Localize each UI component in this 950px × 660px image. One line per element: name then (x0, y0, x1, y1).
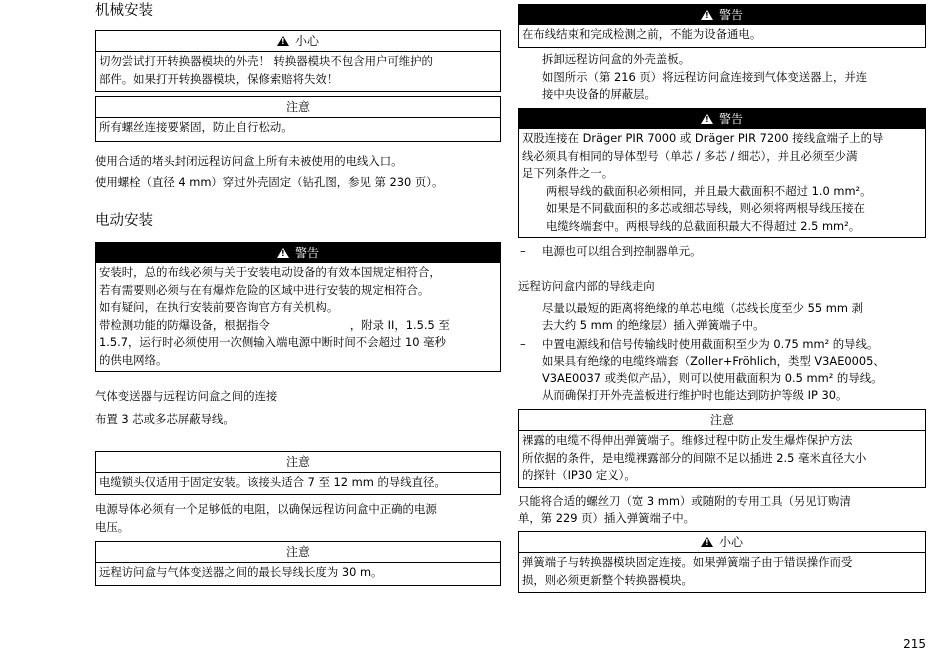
warning-triangle-icon (277, 36, 289, 46)
notice-box-3: 注意 远程访问盒与气体变送器之间的最长导线长度为 30 m。 (95, 541, 501, 586)
paragraph: 使用螺栓（直径 4 mm）穿过外壳固定（钻孔图，参见 第 230 页）。 (95, 175, 444, 189)
notice-header: 注意 (96, 97, 500, 118)
notice-header: 注意 (96, 452, 500, 473)
warning-triangle-icon (277, 248, 289, 258)
caution-box-2 (518, 531, 926, 593)
paragraph: 电源导体必须有一个足够低的电阻，以确保远程访问盒中正确的电源 (95, 502, 437, 516)
warning-header: !警告 (519, 5, 925, 25)
page-number: 215 (903, 637, 926, 651)
notice-box-1: 注意 所有螺丝连接要紧固，防止自行松动。 (95, 96, 501, 142)
warning-box-3 (518, 108, 926, 238)
heading-electrical-installation: 电动安装 (95, 213, 153, 229)
heading-mechanical-installation: 机械安装 (95, 3, 153, 19)
warning-header: !警告 (96, 243, 500, 263)
instruction-item: 尽量以最短的距离将绝缘的单芯电缆（芯线长度至少 55 mm 剥 (542, 301, 863, 315)
bullet-item: 如果具有绝缘的电缆终端套（Zoller+Fröhlich，类型 V3AE0005、 (542, 354, 885, 368)
instruction-item: 接中央设备的屏蔽层。 (542, 87, 656, 101)
warning-body: 安装时，总的布线必须与关于安装电动设备的有效本国规定相符合， 若有需要则必须与在有爆炸危险的区域中进行安装的规定相符合。 如有疑问，在执行安装前要咨询官方有关机构。 带检测功能的防爆设备，根据指令 ，附录 II，1.5.5 至 1.5.7，运行时必须使用一次侧输入端电源中断时间不会超过 10 毫秒 的供电网络。 (99, 265, 450, 367)
notice-header: 注意 (96, 542, 500, 563)
instruction-item: 去大约 5 mm 的绝缘层）插入弹簧端子中。 (542, 318, 765, 332)
bullet-item: V3AE0037 或类似产品），则可以使用截面积为 0.5 mm² 的导线。 (542, 371, 883, 385)
bullet-item: 中置电源线和信号传输线时使用截面积至少为 0.75 mm² 的导线。 (542, 337, 879, 351)
notice-box-4: 注意 裸露的电缆不得伸出弹簧端子。维修过程中防止发生爆炸保护方法 所依据的条件，是电缆裸露部分的间隙不足以插进 2.5 毫米直径大小 的探针（IP30 定义）。 (518, 409, 926, 488)
caution-body: 弹簧端子与转换器模块固定连接。如果弹簧端子由于错误操作而受 损，则必须更新整个转换器模块。 (522, 555, 853, 587)
notice-header: 注意 (519, 410, 925, 431)
bullet-item: 从而确保打开外壳盖板进行维护时也能达到防护等级 IP 30。 (542, 388, 848, 402)
caution-body: 切勿尝试打开转换器模块的外壳！ 转换器模块不包含用户可维护的 部件。如果打开转换器模块，保修索赔将失效！ (99, 54, 433, 86)
instruction-item: 拆卸远程访问盒的外壳盖板。 (542, 52, 691, 66)
warning-box-2: !警告 在布线结束和完成检测之前，不能为设备通电。 (518, 4, 926, 48)
warning-triangle-icon (701, 537, 713, 547)
caution-box-1 (95, 30, 501, 92)
caution-header: !小心 (519, 532, 925, 553)
warning-triangle-icon (701, 114, 713, 124)
subheading: 远程访问盒内部的导线走向 (518, 279, 655, 293)
paragraph: 电压。 (95, 520, 130, 534)
caution-header: !小心 (96, 31, 500, 52)
instruction-item: 如图所示（第 216 页）将远程访问盒连接到气体变送器上，并连 (542, 70, 868, 84)
warning-header: !警告 (519, 109, 925, 129)
subheading: 气体变送器与远程访问盒之间的连接 (95, 389, 278, 403)
notice-box-2: 注意 电缆锁头仅适用于固定安装。该接头适合 7 至 12 mm 的导线直径。 (95, 451, 501, 495)
dash-bullet: – (520, 337, 526, 351)
warning-box-1 (95, 242, 501, 372)
warning-triangle-icon (701, 10, 713, 20)
paragraph: 只能将合适的螺丝刀（宽 3 mm）或随附的专用工具（另见订购清 (518, 494, 851, 508)
bullet-item: 电源也可以组合到控制器单元。 (542, 244, 702, 258)
warning-body: 双股连接在 Dräger PIR 7000 或 Dräger PIR 7200 接线盒端子上的导 线必须具有相同的导体型号（单芯 / 多芯 / 细芯），并且必须至少满 足下列条件之一。 两根导线的截面积必须相同，并且最大截面积不超过 1.0 mm²。 如果是不同截面积的多芯或细芯导线，则必须将两根导线压接在 电缆终端套中。两根导线的总截面积最大不得超过 2.5 mm²。 (522, 131, 884, 233)
dash-bullet: – (520, 244, 526, 258)
paragraph: 使用合适的堵头封闭远程访问盒上所有未被使用的电线入口。 (95, 154, 403, 168)
paragraph: 布置 3 芯或多芯屏蔽导线。 (95, 412, 235, 426)
paragraph: 单，第 229 页）插入弹簧端子中。 (518, 511, 696, 525)
